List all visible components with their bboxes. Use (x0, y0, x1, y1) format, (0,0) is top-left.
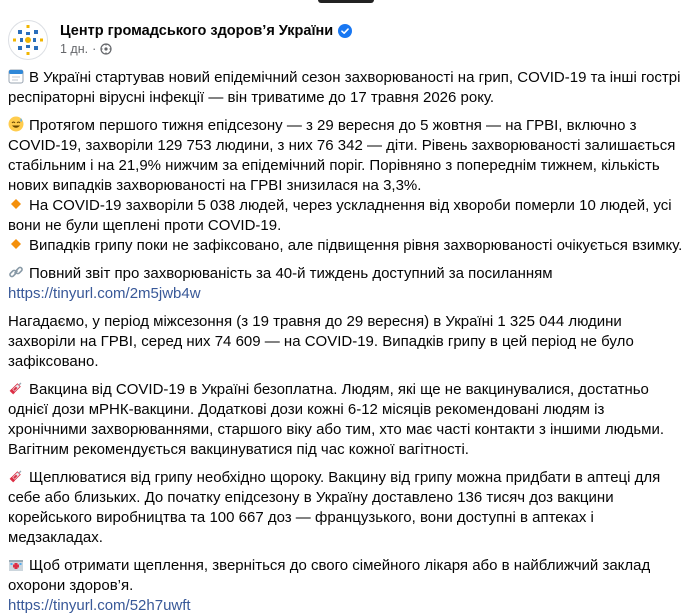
post-header (8, 16, 352, 64)
orange-diamond-icon (8, 196, 24, 212)
page-avatar[interactable] (8, 20, 48, 60)
vaccination-link[interactable]: https://tinyurl.com/52h7uwft (8, 597, 191, 614)
report-link[interactable]: https://tinyurl.com/2m5jwb4w (8, 285, 201, 302)
post-paragraph: На COVID-19 захворіли 5 038 людей, через ускладнення від хвороби померли 10 людей, усі вони не були щеплені проти COVID-19. (8, 197, 672, 234)
syringe-icon (8, 380, 24, 396)
meta-separator: · (92, 41, 97, 56)
post-time[interactable]: 1 дн. (60, 41, 89, 56)
page-name[interactable]: Центр громадського здоров’я України (60, 22, 334, 39)
orange-diamond-icon (8, 236, 24, 252)
verified-badge-icon (338, 24, 352, 38)
post-paragraph: Повний звіт про захворюваність за 40-й тиждень доступний за посиланням https://tinyurl.com/2m5jwb4w (8, 265, 553, 302)
top-strip (0, 0, 691, 8)
post-paragraph: Протягом першого тижня епідсезону — з 29 вересня до 5 жовтня — на ГРВІ, включно з COVID-19, захворіли 129 753 людини, з них 76 342 — діти. Рівень захворюваності залишається стабільним і на 21,9% нижчим за епідемічний поріг. Порівняно з попереднім тижнем, кількість нових випадків захворюваності на ГРВІ знизилася на 3,3%. (8, 117, 676, 194)
calendar-icon (8, 68, 24, 84)
grinning-sweat-emoji-icon (8, 116, 24, 132)
logo-icon (11, 23, 45, 57)
post-paragraph: Вакцина від COVID-19 в Україні безоплатна. Людям, які ще не вакцинувалися, достатньо однієї дози мРНК-вакцини. Додаткові дози кожні 6-12 місяців рекомендовані людям із хронічними захворюваннями, старшого віку або тим, хто має часті контакти з іншими людьми. Вагітним рекомендується вакцинуватися під час кожної вагітності. (8, 381, 665, 458)
post-paragraph: В Україні стартував новий епідемічний сезон захворюваності на грип, COVID-19 та інші гострі респіраторні вірусні інфекції — він триватиме до 17 травня 2026 року. (8, 69, 681, 106)
globe-audience-icon[interactable] (100, 43, 112, 55)
post-paragraph: Щеплюватися від грипу необхідно щороку. Вакцину від грипу можна придбати в аптеці для себе або близьких. До початку епідсезону в Україну доставлено 136 тисяч доз вакцини корейського виробництва та 100 667 доз — французького, вони доступні в аптеках і медзакладах. (8, 469, 661, 546)
post-paragraph: Випадків грипу поки не зафіксовано, але підвищення рівня захворюваності очікується взимку. (8, 236, 683, 256)
hospital-icon (8, 556, 24, 572)
post-body (8, 68, 683, 616)
post-paragraph: Нагадаємо, у період міжсезоння (з 19 травня до 29 вересня) в Україні 1 325 044 людини захворіли на ГРВІ, серед них 74 609 — на COVID-19. Випадків грипу в цей період не було зафіксовано. (8, 313, 634, 370)
post-paragraph: Щоб отримати щеплення, зверніться до свого сімейного лікаря або в найближчий заклад охорони здоров’я. https://tinyurl.com/52h7uwft (8, 557, 651, 614)
syringe-icon (8, 468, 24, 484)
link-icon (8, 264, 24, 280)
